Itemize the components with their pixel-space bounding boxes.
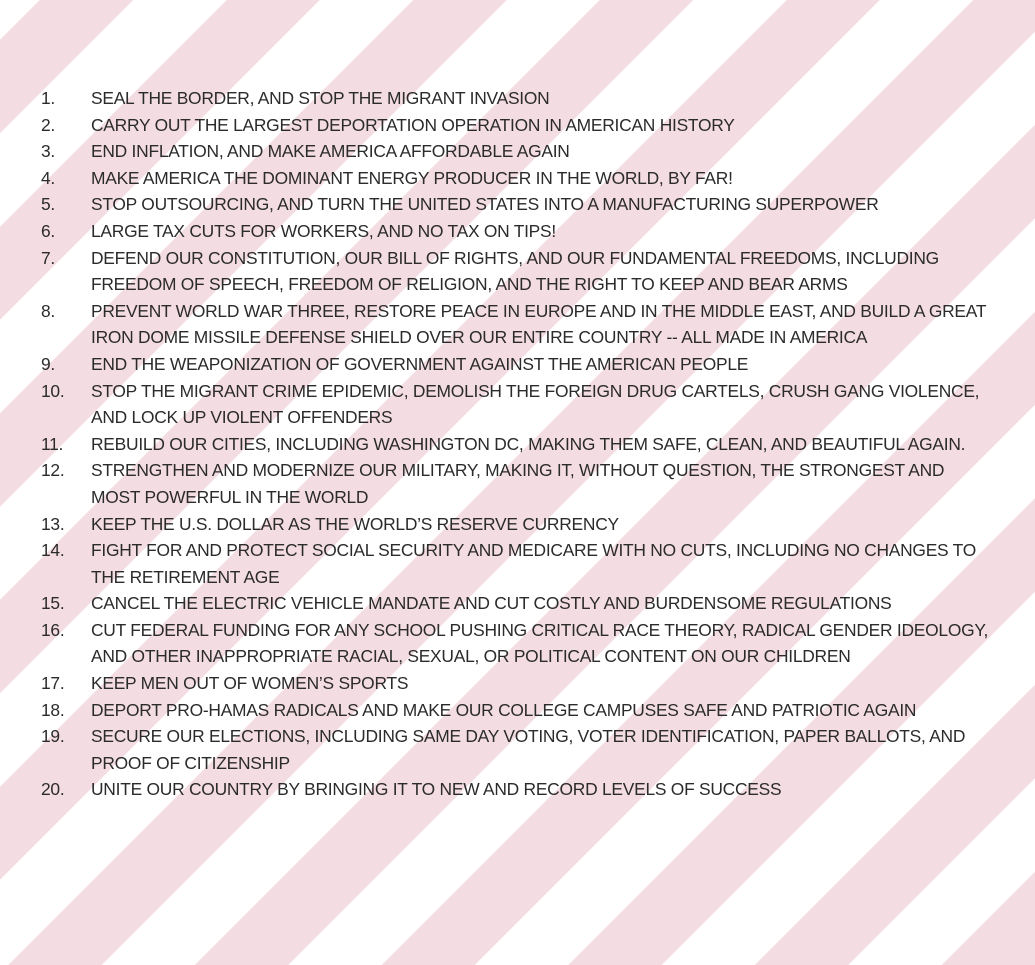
list-item bbox=[0, 378, 1035, 431]
item-text: REBUILD OUR CITIES, INCLUDING WASHINGTON DC, MAKING THEM SAFE, CLEAN, AND BEAUTIFUL AGAIN. bbox=[91, 433, 966, 454]
item-number: 2. bbox=[41, 114, 56, 135]
numbered-list-document bbox=[0, 85, 1035, 803]
item-number: 14. bbox=[41, 540, 65, 561]
item-text: FIGHT FOR AND PROTECT SOCIAL SECURITY AND MEDICARE WITH NO CUTS, INCLUDING NO CHANGES TO THE RETIREMENT AGE bbox=[91, 540, 976, 587]
list-item bbox=[0, 351, 1035, 378]
item-number: 20. bbox=[41, 779, 65, 800]
list-item bbox=[0, 191, 1035, 218]
list-item bbox=[0, 218, 1035, 245]
item-number: 1. bbox=[41, 88, 56, 108]
item-number: 10. bbox=[41, 380, 65, 401]
list-item bbox=[0, 776, 1035, 803]
item-text: STOP OUTSOURCING, AND TURN THE UNITED STATES INTO A MANUFACTURING SUPERPOWER bbox=[91, 194, 879, 215]
item-number: 11. bbox=[41, 433, 64, 454]
list-item bbox=[0, 112, 1035, 139]
item-text: SEAL THE BORDER, AND STOP THE MIGRANT INVASION bbox=[91, 88, 550, 108]
item-number: 12. bbox=[41, 460, 65, 481]
item-text: LARGE TAX CUTS FOR WORKERS, AND NO TAX ON TIPS! bbox=[91, 220, 556, 241]
item-text: SECURE OUR ELECTIONS, INCLUDING SAME DAY VOTING, VOTER IDENTIFICATION, PAPER BALLOTS, AND PROOF OF CITIZENSHIP bbox=[91, 726, 966, 773]
list-item bbox=[0, 697, 1035, 724]
item-number: 3. bbox=[41, 141, 56, 162]
item-number: 6. bbox=[41, 220, 56, 241]
item-number: 4. bbox=[41, 167, 56, 188]
list-item bbox=[0, 298, 1035, 351]
item-text: MAKE AMERICA THE DOMINANT ENERGY PRODUCER IN THE WORLD, BY FAR! bbox=[91, 167, 733, 188]
item-text: KEEP MEN OUT OF WOMEN’S SPORTS bbox=[91, 673, 409, 694]
item-number: 9. bbox=[41, 353, 56, 374]
item-text: DEPORT PRO-HAMAS RADICALS AND MAKE OUR COLLEGE CAMPUSES SAFE AND PATRIOTIC AGAIN bbox=[91, 699, 917, 720]
list-item bbox=[0, 511, 1035, 538]
list-item bbox=[0, 670, 1035, 697]
item-number: 15. bbox=[41, 593, 65, 614]
item-text: KEEP THE U.S. DOLLAR AS THE WORLD’S RESERVE CURRENCY bbox=[91, 513, 619, 534]
list-item bbox=[0, 723, 1035, 776]
item-number: 18. bbox=[41, 699, 65, 720]
item-text: DEFEND OUR CONSTITUTION, OUR BILL OF RIGHTS, AND OUR FUNDAMENTAL FREEDOMS, INCLUDING FREEDOM OF SPEECH, FREEDOM OF RELIGION, AND THE RIGHT TO KEEP AND BEAR ARMS bbox=[91, 247, 939, 295]
item-number: 16. bbox=[41, 619, 65, 640]
item-text: PREVENT WORLD WAR THREE, RESTORE PEACE IN EUROPE AND IN THE MIDDLE EAST, AND BUILD A GREAT IRON DOME MISSILE DEFENSE SHIELD OVER OUR ENTIRE COUNTRY -- ALL MADE IN AMERICA bbox=[91, 300, 986, 348]
item-text: END THE WEAPONIZATION OF GOVERNMENT AGAINST THE AMERICAN PEOPLE bbox=[91, 353, 749, 374]
item-number: 19. bbox=[41, 726, 65, 747]
item-text: STOP THE MIGRANT CRIME EPIDEMIC, DEMOLISH THE FOREIGN DRUG CARTELS, CRUSH GANG VIOLENCE, AND LOCK UP VIOLENT OFFENDERS bbox=[91, 380, 980, 428]
item-text: END INFLATION, AND MAKE AMERICA AFFORDABLE AGAIN bbox=[91, 141, 570, 162]
list-item bbox=[0, 165, 1035, 192]
list-item bbox=[0, 537, 1035, 590]
list-item bbox=[0, 590, 1035, 617]
list-item bbox=[0, 431, 1035, 458]
item-text: STRENGTHEN AND MODERNIZE OUR MILITARY, MAKING IT, WITHOUT QUESTION, THE STRONGEST AND MOST POWERFUL IN THE WORLD bbox=[91, 460, 945, 507]
item-number: 5. bbox=[41, 194, 56, 215]
item-number: 8. bbox=[41, 300, 56, 321]
list-item bbox=[0, 138, 1035, 165]
item-text: UNITE OUR COUNTRY BY BRINGING IT TO NEW AND RECORD LEVELS OF SUCCESS bbox=[91, 779, 782, 800]
item-number: 7. bbox=[41, 247, 56, 268]
item-text: CANCEL THE ELECTRIC VEHICLE MANDATE AND CUT COSTLY AND BURDENSOME REGULATIONS bbox=[91, 593, 892, 614]
list-item bbox=[0, 617, 1035, 670]
item-number: 13. bbox=[41, 513, 65, 534]
list-item bbox=[0, 245, 1035, 298]
list-item bbox=[0, 457, 1035, 510]
item-text: CUT FEDERAL FUNDING FOR ANY SCHOOL PUSHING CRITICAL RACE THEORY, RADICAL GENDER IDEOLOGY, AND OTHER INAPPROPRIATE RACIAL, SEXUAL, OR POLITICAL CONTENT ON OUR CHILDREN bbox=[91, 619, 989, 667]
item-text: CARRY OUT THE LARGEST DEPORTATION OPERATION IN AMERICAN HISTORY bbox=[91, 114, 735, 135]
list-item bbox=[0, 85, 1035, 112]
numbered-list bbox=[0, 85, 1035, 803]
item-number: 17. bbox=[41, 673, 65, 694]
